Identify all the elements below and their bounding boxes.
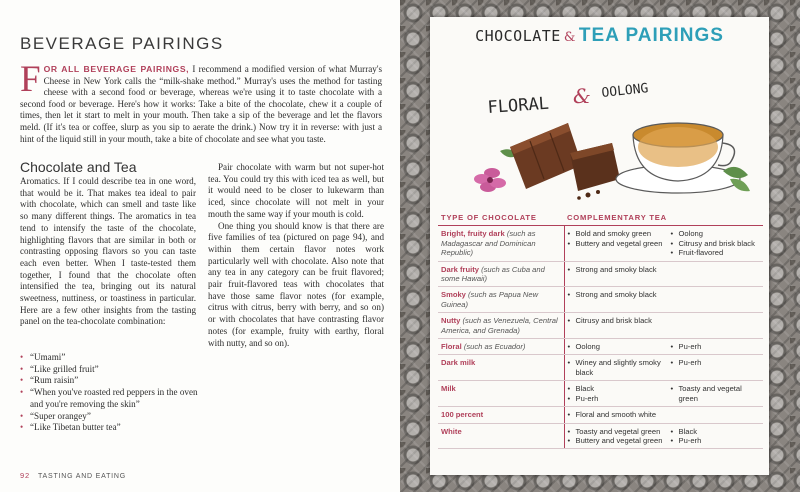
- page-title: BEVERAGE PAIRINGS: [20, 34, 224, 53]
- tea-item: • Citrusy and brisk black: [568, 316, 671, 325]
- chocolate-type-cell: [438, 339, 564, 355]
- tea-list: [568, 229, 671, 248]
- complementary-tea-cell: [564, 226, 763, 261]
- pairings-table-wrap: [438, 211, 763, 449]
- card-title: [430, 25, 769, 47]
- drop-cap: F: [20, 59, 41, 100]
- chocolate-name: 100 percent: [441, 410, 484, 420]
- pairings-table: [438, 211, 763, 449]
- tasting-quotes-list: [20, 352, 200, 434]
- tea-item: • Toasty and vegetal green: [568, 427, 671, 436]
- table-row: [438, 355, 763, 381]
- card-title-prefix: CHOCOLATE: [475, 27, 561, 45]
- section-heading: Chocolate and Tea: [20, 159, 137, 175]
- chocolate-type-cell: [438, 226, 564, 261]
- tea-item: • Pu-erh: [568, 394, 671, 403]
- chocolate-name: Nutty: [441, 316, 461, 326]
- list-item: • “When you've roasted red peppers in the oven and you're removing the skin”: [20, 387, 200, 410]
- tea-list-grid: [568, 229, 761, 257]
- table-header-row: [438, 211, 763, 226]
- tea-list-grid: [568, 358, 761, 377]
- tea-list-grid: [568, 410, 761, 419]
- card-title-ampersand: &: [563, 30, 576, 45]
- tea-list: [568, 265, 671, 274]
- tea-item: • Pu-erh: [671, 358, 761, 367]
- right-page: [400, 0, 800, 492]
- body-column-2: [208, 162, 384, 349]
- tea-column: [671, 265, 761, 274]
- tea-column: [568, 316, 671, 325]
- illustration: [430, 51, 769, 201]
- tea-column: [671, 316, 761, 325]
- chocolate-name: Bright, fruity dark: [441, 229, 505, 239]
- tea-column: [671, 427, 761, 446]
- oolong-label: OOLONG: [600, 81, 650, 101]
- chocolate-name: White: [441, 426, 462, 436]
- chocolate-name: Smoky: [441, 290, 466, 300]
- tea-list: [671, 384, 761, 403]
- pairings-card: [430, 17, 769, 475]
- tea-column: [671, 290, 761, 299]
- tea-item: • Oolong: [568, 342, 671, 351]
- tea-item: • Floral and smooth white: [568, 410, 671, 419]
- pairings-table-body: [438, 226, 763, 449]
- tea-column: [671, 342, 761, 351]
- body-column-1: Aromatics. If I could describe tea in one word, that would be it. That makes tea ideal to pair with chocolate, which can smell and taste like so many different things. The aromatics in tea tend to intensify the taste of the chocolate, highlighting flavors that are similar in both or contrasting opposing flavors so you can taste each even better. When I taste-tested them together, I found that the chocolate often intensified the tea, bringing out its natural sweetness, nuttiness, or toastiness in particular. Here are a few other insights from the tasting panel on the tea-chocolate combination:: [20, 176, 196, 327]
- chocolate-type-cell: [438, 355, 564, 381]
- tea-list: [671, 358, 761, 367]
- complementary-tea-cell: [564, 423, 763, 449]
- chocolate-origin-note: (such as Cuba and some Hawaii): [441, 264, 545, 284]
- list-item: • “Rum raisin”: [20, 375, 200, 387]
- chocolate-origin-note: (such as Papua New Guinea): [441, 290, 539, 309]
- tea-list: [671, 427, 761, 446]
- table-row: [438, 261, 763, 287]
- tea-column: [568, 342, 671, 351]
- chocolate-type-cell: [438, 313, 564, 339]
- complementary-tea-cell: [564, 407, 763, 423]
- tea-column: [568, 290, 671, 299]
- complementary-tea-cell: [564, 381, 763, 407]
- tea-column: [671, 384, 761, 403]
- intro-paragraph: [20, 59, 383, 145]
- intro-text: I recommend a modified version of what Murray's Cheese in New York calls the “milk-shake method.” Murray's uses the method for tasting cheese with a second food or beverage, whereas we're using it to taste chocolate with a second food or beverage. Here's how it works: Take a bite of the chocolate, chew it a couple of times, then let it start to melt in your mouth. Then take a sip of the beverage and let the flavors meld. (If it's tea or coffee, slurp as you sip to aerate the drink.) Now try it in reverse: with just a hint of the liquid still in your mouth, take a bite of chocolate and see what you taste.: [20, 64, 383, 144]
- chocolate-name: Floral: [441, 342, 462, 352]
- tea-column: [568, 229, 671, 257]
- flower-icon: [474, 149, 518, 192]
- tea-item: • Strong and smoky black: [568, 290, 671, 299]
- table-row: [438, 423, 763, 449]
- chocolate-type-cell: [438, 423, 564, 449]
- card-title-accent: TEA PAIRINGS: [578, 25, 724, 46]
- body-paragraph: Pair chocolate with warm but not super-hot tea. You could try this with iced tea as well, but it would need to be closer to lukewarm than iced, since chocolate will not melt in your mouth the same way if your mouth is cold.: [208, 162, 384, 219]
- chocolate-origin-note: (such as Ecuador): [463, 342, 526, 352]
- chocolate-pieces-icon: [510, 123, 620, 200]
- chocolate-origin-note: (such as Madagascar and Dominican Republic): [441, 229, 536, 258]
- complementary-tea-cell: [564, 355, 763, 381]
- tea-item: • Winey and slightly smoky black: [568, 358, 671, 377]
- tea-list: [568, 316, 671, 325]
- body-paragraph: One thing you should know is that there are five families of tea (pictured on page 94), and within them certain flavor notes work particularly well with chocolate. Also note that any tea in any category can be fruit flavored; pair fruit-flavored teas with chocolates that have those same flavor notes (for example, citrus with citrus, berry with berry, and so on) or with chocolates that have contrasting flavor notes (for example, fruity with earthy, floral with nutty, and so on).: [208, 220, 384, 348]
- header-complementary-tea: COMPLEMENTARY TEA: [564, 211, 763, 226]
- tea-item: • Strong and smoky black: [568, 265, 671, 274]
- tea-item: • Buttery and vegetal green: [568, 239, 671, 248]
- tea-list-grid: [568, 342, 761, 351]
- table-row: [438, 313, 763, 339]
- tea-column: [568, 410, 671, 419]
- intro-lead: OR ALL BEVERAGE PAIRINGS,: [43, 64, 190, 74]
- header-chocolate-type: TYPE OF CHOCOLATE: [438, 211, 564, 226]
- tea-list-grid: [568, 427, 761, 446]
- tea-column: [568, 384, 671, 403]
- tea-list-grid: [568, 384, 761, 403]
- tea-item: • Buttery and vegetal green: [568, 436, 671, 445]
- tea-item: • Pu-erh: [671, 342, 761, 351]
- chocolate-type-cell: [438, 261, 564, 287]
- table-row: [438, 226, 763, 261]
- tea-list: [568, 342, 671, 351]
- tea-list-grid: [568, 265, 761, 274]
- tea-list: [671, 342, 761, 351]
- list-item: • “Like grilled fruit”: [20, 364, 200, 376]
- tea-item: • Bold and smoky green: [568, 229, 671, 238]
- complementary-tea-cell: [564, 339, 763, 355]
- chocolate-name: Milk: [441, 384, 456, 394]
- complementary-tea-cell: [564, 313, 763, 339]
- tea-list: [568, 358, 671, 377]
- table-row: [438, 339, 763, 355]
- tea-item: • Toasty and vegetal green: [671, 384, 761, 403]
- art-ampersand: &: [573, 84, 591, 108]
- tea-column: [568, 265, 671, 274]
- tea-column: [671, 229, 761, 257]
- page-footer: [20, 471, 126, 480]
- chocolate-origin-note: (such as Venezuela, Central America, and Grenada): [441, 316, 558, 335]
- complementary-tea-cell: [564, 287, 763, 313]
- tea-item: • Pu-erh: [671, 436, 761, 445]
- tea-list: [568, 427, 671, 446]
- table-row: [438, 381, 763, 407]
- table-row: [438, 287, 763, 313]
- tea-item: • Oolong: [671, 229, 761, 238]
- tea-item: • Black: [671, 427, 761, 436]
- floral-label: FLORAL: [486, 93, 550, 118]
- running-footer: TASTING AND EATING: [37, 473, 126, 480]
- list-item: • “Umami”: [20, 352, 200, 364]
- teacup-icon: [616, 123, 750, 193]
- page-number: 92: [20, 471, 30, 480]
- chocolate-type-cell: [438, 381, 564, 407]
- tea-column: [568, 427, 671, 446]
- tea-column: [671, 358, 761, 377]
- tea-item: • Black: [568, 384, 671, 393]
- chocolate-type-cell: [438, 287, 564, 313]
- chocolate-type-cell: [438, 407, 564, 423]
- table-row: [438, 407, 763, 423]
- list-item: • “Super orangey”: [20, 411, 200, 423]
- tea-list: [568, 410, 671, 419]
- tea-column: [568, 358, 671, 377]
- tea-list: [671, 229, 761, 257]
- list-item: • “Like Tibetan butter tea”: [20, 422, 200, 434]
- tea-list: [568, 384, 671, 403]
- tea-list-grid: [568, 290, 761, 299]
- complementary-tea-cell: [564, 261, 763, 287]
- chocolate-name: Dark milk: [441, 358, 476, 368]
- tea-list-grid: [568, 316, 761, 325]
- chocolate-name: Dark fruity: [441, 264, 479, 274]
- tea-column: [671, 410, 761, 419]
- tea-item: • Citrusy and brisk black: [671, 239, 761, 248]
- tea-item: • Fruit-flavored: [671, 248, 761, 257]
- tea-list: [568, 290, 671, 299]
